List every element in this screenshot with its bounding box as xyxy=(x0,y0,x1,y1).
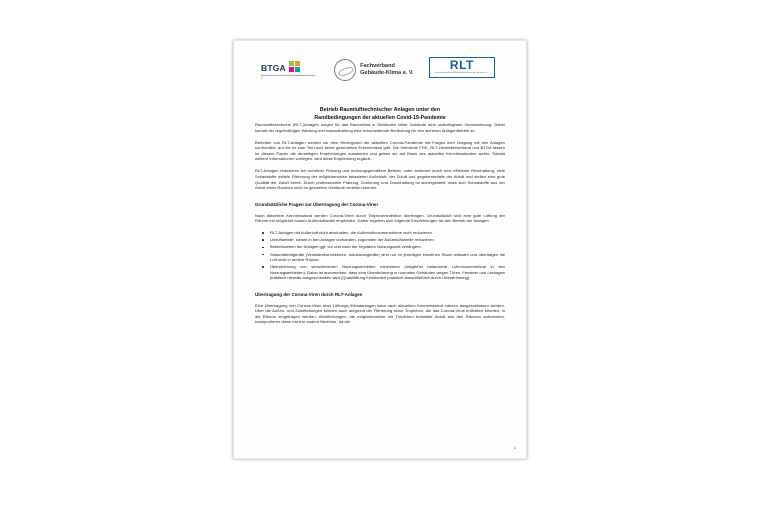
list-item: Überströmung von verschiedenen Nutzungseinheiten minimieren (möglichst balancierte Luftvolumenströme in den Nutzungseinheiten). Dabei ist anzumerken, dass eine Überströmung in normalen Gebäuden wegen Türen, Fenstern und Leckagen praktisch niemals ausgeschlossen wird (Quasilüftung funktioniert praktisch ausschließlich durch Überströmung). xyxy=(266,264,505,281)
document-title-line1: Betrieb Raumlufttechnischer Anlagen unter den xyxy=(319,107,441,113)
document-title-line2: Randbedingungen der aktuellen Covid-19-Pandemie xyxy=(314,114,446,121)
fachverband-line2: Gebäude-Klima e. V. xyxy=(360,70,414,76)
btga-squares-icon xyxy=(289,61,300,72)
recommendation-list xyxy=(255,230,505,280)
rlt-subtitle: Herstellerverband Raumlufttechnische Geräte e. V. xyxy=(434,72,489,74)
swirl-circle-icon xyxy=(334,59,356,81)
rlt-wordmark: RLT xyxy=(449,58,474,72)
paragraph-4: Nach aktuellem Kenntnisstand werden Corona-Viren durch Tröpfcheninfektion übertragen. Grundsätzlich sind eine gute Lüftung der Räume mit möglichst hohem Außenluftanteil empfohlen. Daher ergeben sich folgende Empfehlungen für den Betrieb der Anlagen: xyxy=(255,212,505,224)
paragraph-1: Raumlufttechnische (RLT-)Anlagen sorgen für das Raumklima in Gebäuden vieler Gebäude eine unabdingbare Voraussetzung. Dabei kommt der regelmäßigen Wartung und Instandhaltung eine entscheidende Bedeutung für den sicheren Anlagenbetrieb zu. xyxy=(255,122,505,133)
list-item: Betriebszeiten der Anlagen ggf. vor und nach der regulären Nutzungszeit verlängern. xyxy=(266,244,505,250)
btga-logo xyxy=(261,57,319,81)
list-item: Sekundärluftgeräte (Ventilatorkonvektoren, Induktionsgeräte) sind nur im jeweiligen einzelnen Raum wirksam und übertragen die Luft nicht in andere Räume. xyxy=(266,252,505,263)
document-page xyxy=(233,40,527,459)
fachverband-line1: Fachverband xyxy=(360,63,395,69)
btga-wordmark: BTGA xyxy=(261,63,286,73)
fachverband-logo xyxy=(334,59,414,81)
document-title xyxy=(269,107,491,122)
btga-subtitle: Bundesindustrieverband Technische Gebäudeausrüstung e. V. xyxy=(261,75,317,81)
rlt-logo xyxy=(429,57,495,78)
fachverband-text xyxy=(360,63,414,77)
logo-row xyxy=(255,55,505,91)
paragraph-2: Betreiber von RLT-Anlagen werden vor dem Hintergrund der aktuellen Corona-Pandemie mit Fragen zum Umgang mit den Anlagen konfrontiert, auf die es zum Teil noch keine gesicherten Erkenntnisse gibt. Die Verbände FGK, RLT-Herstellerverband und BTGA fassen im diesem Papier die derzeitigen Empfehlungen zusammen und geben sie auf Basis des aktuellen Kenntnisstandes weiter. Sobald weitere Informationen vorliegen, wird diese Empfehlung ergänzt. xyxy=(255,139,505,162)
paragraph-5: Eine Übertragung von Corona-Viren über Lüftungs-/Klimaanlagen kann nach aktuellem Kenntnisstand nahezu ausgeschlossen werden. Über die Außen- und Zuluftleitungen können auch aufgrund der Filtrierung keine Tröpfchen, die das Corona-Virus enthalten könnten, in die Räume eingetragen werden. Abluftleitungen, die möglicherweise mit Tröpfchen belastete Abluft aus den Räumen aufnehmen, transportieren diese nicht in andere Bereiche, da die xyxy=(255,302,505,325)
list-item: RLT-Anlagen mit Außenluft nicht abschalten, die Außenluftvolumenströme nicht reduzieren. xyxy=(266,230,505,236)
btga-logo-top xyxy=(261,57,319,73)
page-number: 1 xyxy=(514,446,516,450)
section-heading-1: Grundsätzliche Fragen zur Übertragung der Corona-Viren xyxy=(255,201,378,207)
page-content xyxy=(255,55,505,444)
section-heading-2: Übertragung der Corona-Viren durch RLT-Anlagen xyxy=(255,291,363,297)
list-item: Umluftanteile, soweit in den Anlagen vorhanden, zugunsten der Außenluftanteile reduzieren. xyxy=(266,237,505,243)
paragraph-3: RLT-Anlagen reduzieren bei korrekter Planung und ordnungsgemäßem Betrieb, unter anderem durch eine effiziente Rückhaltung, viele Schadstoffe mittels Filtrierung der möglicherweise belasteten Außenluft, der Zuluft und gegebenenfalls der Abluft und stellen eine gute Qualität der Zuluft bereit. Durch professionelle Planung, Zonierung und Druckhaltung ist sichergestellt, dass sich Schadstoffe aus der Abluft eines Raumes nicht im gesamten Gebäude verteilen können. xyxy=(255,168,505,191)
